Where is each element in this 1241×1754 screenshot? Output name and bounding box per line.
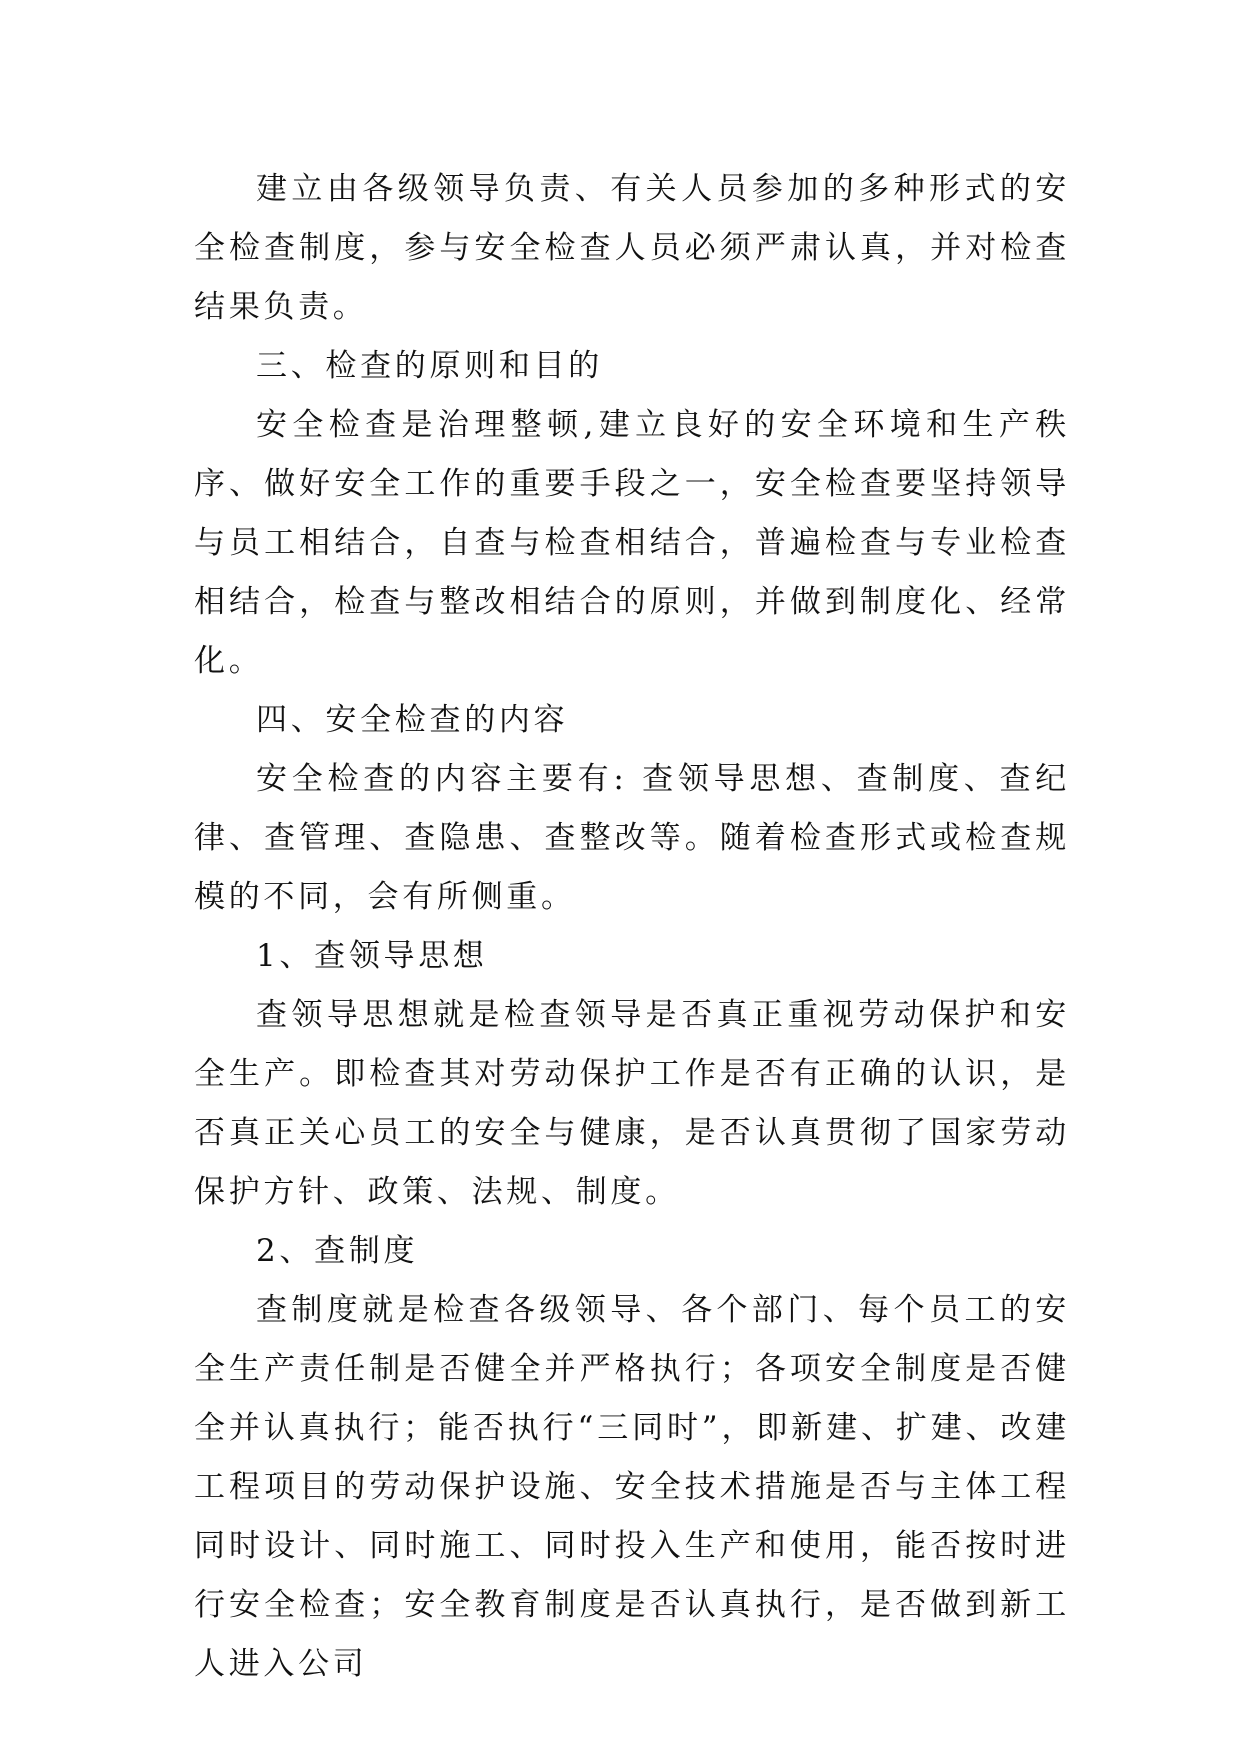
paragraph-inspection-system: 建立由各级领导负责、有关人员参加的多种形式的安全检查制度，参与安全检查人员必须严肃认真，并对检查结果负责。 xyxy=(194,171,1070,325)
heading-check-leadership-thinking: 1、查领导思想 xyxy=(256,938,488,974)
paragraph-inspection-content: 安全检查的内容主要有: 查领导思想、查制度、查纪律、查管理、查隐患、查整改等。随着检查形式或检查规模的不同，会有所侧重。 xyxy=(194,761,1070,915)
paragraph-check-leadership-thinking: 查领导思想就是检查领导是否真正重视劳动保护和安全生产。即检查其对劳动保护工作是否有正确的认识，是否真正关心员工的安全与健康，是否认真贯彻了国家劳动保护方针、政策、法规、制度。 xyxy=(194,997,1070,1210)
paragraph-principles: 安全检查是治理整顿,建立良好的安全环境和生产秩序、做好安全工作的重要手段之一，安全检查要坚持领导与员工相结合，自查与检查相结合，普遍检查与专业检查相结合，检查与整改相结合的原则，并做到制度化、经常化。 xyxy=(194,407,1070,679)
heading-inspection-content: 四、安全检查的内容 xyxy=(256,702,569,738)
heading-principles-and-purpose: 三、检查的原则和目的 xyxy=(256,348,603,384)
paragraph-check-systems: 查制度就是检查各级领导、各个部门、每个员工的安全生产责任制是否健全并严格执行；各项安全制度是否健全并认真执行；能否执行“三同时”，即新建、扩建、改建工程项目的劳动保护设施、安全技术措施是否与主体工程同时设计、同时施工、同时投入生产和使用，能否按时进行安全检查；安全教育制度是否认真执行，是否做到新工人进入公司 xyxy=(194,1292,1070,1682)
document-body xyxy=(194,160,1070,1694)
heading-check-systems: 2、查制度 xyxy=(256,1233,419,1269)
